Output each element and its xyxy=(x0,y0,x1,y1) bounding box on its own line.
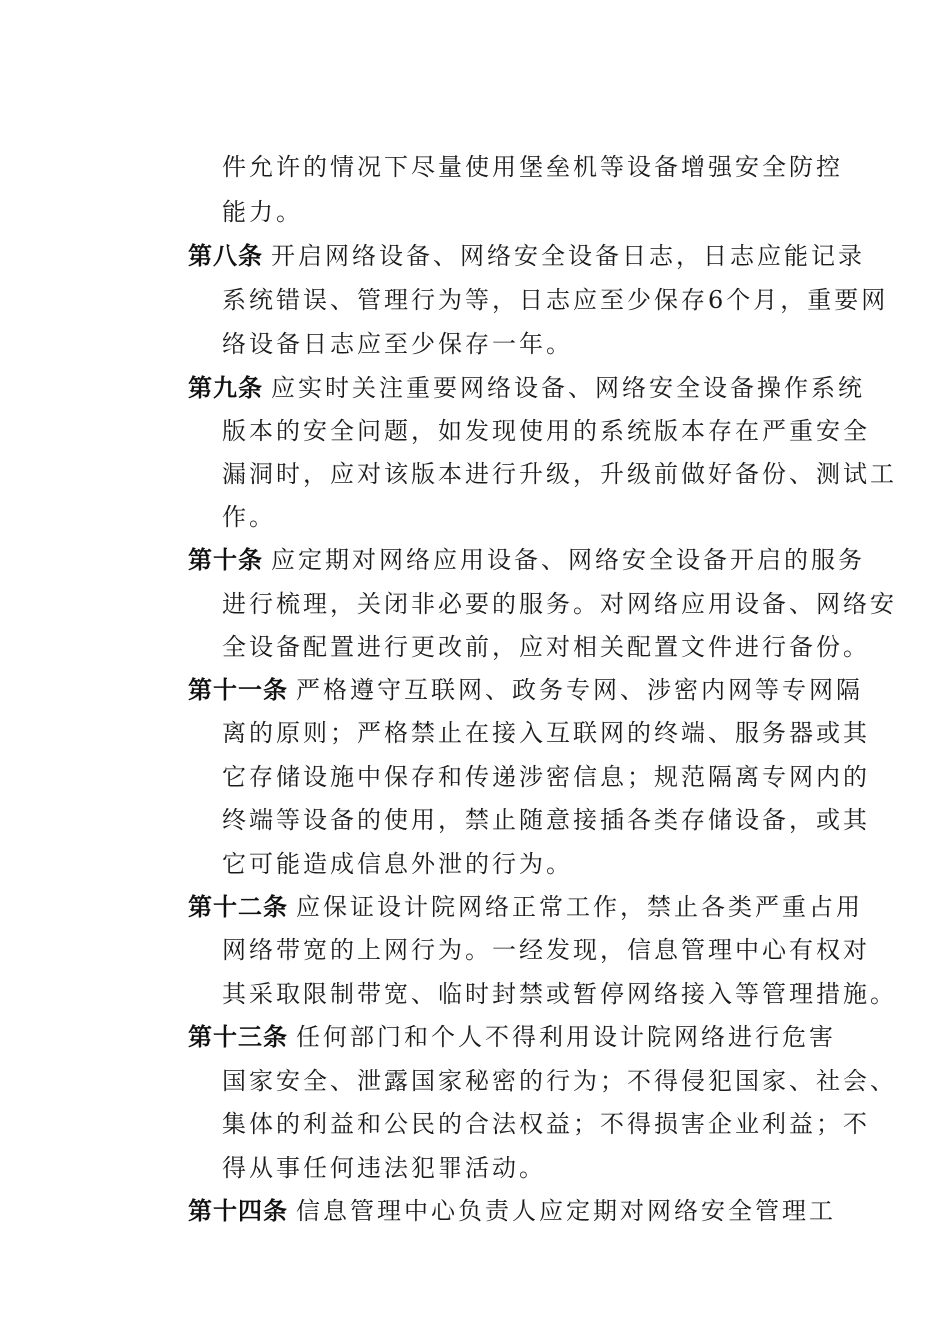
article-12-text: 应保证设计院网络正常工作，禁止各类严重占用 xyxy=(296,893,863,921)
article-10-line: 进行梳理，关闭非必要的服务。对网络应用设备、网络安 xyxy=(222,590,897,618)
article-11-first-line xyxy=(188,675,863,705)
article-12-line: 网络带宽的上网行为。一经发现，信息管理中心有权对 xyxy=(222,936,870,964)
article-9-line: 版本的安全问题，如发现使用的系统版本存在严重安全 xyxy=(222,417,870,445)
article-9-label: 第九条 xyxy=(188,374,263,402)
continuation-line: 能力。 xyxy=(222,198,303,226)
article-11-text: 严格遵守互联网、政务专网、涉密内网等专网隔 xyxy=(296,676,863,704)
article-13-text: 任何部门和个人不得利用设计院网络进行危害 xyxy=(296,1023,836,1051)
article-10-first-line xyxy=(188,545,865,575)
article-9-line: 漏洞时，应对该版本进行升级，升级前做好备份、测试工 xyxy=(222,460,897,488)
article-13-line: 集体的利益和公民的合法权益；不得损害企业利益；不 xyxy=(222,1110,870,1138)
article-10-text: 应定期对网络应用设备、网络安全设备开启的服务 xyxy=(271,546,865,574)
article-11-label: 第十一条 xyxy=(188,676,288,704)
article-9-text: 应实时关注重要网络设备、网络安全设备操作系统 xyxy=(271,374,865,402)
article-14-label: 第十四条 xyxy=(188,1197,288,1225)
article-11-line: 它存储设施中保存和传递涉密信息；规范隔离专网内的 xyxy=(222,763,870,791)
article-14-first-line xyxy=(188,1196,836,1226)
article-11-line: 离的原则；严格禁止在接入互联网的终端、服务器或其 xyxy=(222,719,870,747)
article-12-line: 其采取限制带宽、临时封禁或暂停网络接入等管理措施。 xyxy=(222,980,897,1008)
article-9-first-line xyxy=(188,373,865,403)
article-8-line: 络设备日志应至少保存一年。 xyxy=(222,330,573,358)
article-13-first-line xyxy=(188,1022,836,1052)
article-12-label: 第十二条 xyxy=(188,893,288,921)
article-13-line: 国家安全、泄露国家秘密的行为；不得侵犯国家、社会、 xyxy=(222,1067,897,1095)
article-8-text: 开启网络设备、网络安全设备日志，日志应能记录 xyxy=(271,242,865,270)
article-8-first-line xyxy=(188,241,865,271)
article-8-line: 系统错误、管理行为等，日志应至少保存6个月，重要网 xyxy=(222,286,889,314)
continuation-line: 件允许的情况下尽量使用堡垒机等设备增强安全防控 xyxy=(222,153,843,181)
article-8-label: 第八条 xyxy=(188,242,263,270)
article-10-label: 第十条 xyxy=(188,546,263,574)
article-11-line: 终端等设备的使用，禁止随意接插各类存储设备，或其 xyxy=(222,806,870,834)
article-12-first-line xyxy=(188,892,863,922)
article-13-label: 第十三条 xyxy=(188,1023,288,1051)
article-9-line: 作。 xyxy=(222,503,276,531)
article-11-line: 它可能造成信息外泄的行为。 xyxy=(222,850,573,878)
article-14-text: 信息管理中心负责人应定期对网络安全管理工 xyxy=(296,1197,836,1225)
article-10-line: 全设备配置进行更改前，应对相关配置文件进行备份。 xyxy=(222,633,870,661)
article-13-line: 得从事任何违法犯罪活动。 xyxy=(222,1154,546,1182)
